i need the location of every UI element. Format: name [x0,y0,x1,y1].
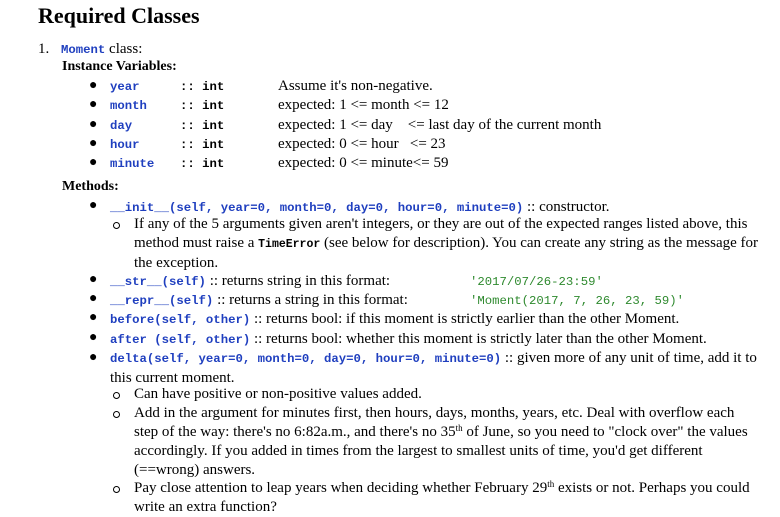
repr-example: 'Moment(2017, 7, 26, 23, 59)' [470,294,685,308]
str-signature: __str__(self) [110,275,206,289]
bullet-icon: ● [89,330,98,345]
str-example: '2017/07/26-23:59' [470,275,603,289]
variable-type: :: int [180,119,225,133]
variable-type: :: int [180,138,225,152]
circle-bullet-icon [113,392,120,399]
after-desc: :: returns bool: whether this moment is strictly later than the other Moment. [250,331,707,347]
variable-desc: expected: 1 <= day <= last day of the current month [278,117,602,133]
init-detail-text: (see below for description). You can create any string as the message for the exception. [134,235,759,271]
init-detail [134,215,759,273]
bullet-icon: ● [89,291,98,306]
variable-name: minute [110,157,155,171]
methods-label: Methods: [62,179,119,194]
bullet-icon: ● [89,198,98,213]
bullet-icon: ● [89,97,98,112]
variable-type: :: int [180,80,225,94]
variable-name: day [110,119,133,133]
bullet-icon: ● [89,272,98,287]
delta-method [110,349,760,388]
delta-detail-text: Pay close attention to leap years when deciding whether February 29 [134,480,548,496]
init-detail-text: If any of the 5 arguments given aren't integers, or they are out of the expected ranges listed above, this method must raise a [134,216,748,251]
before-signature: before(self, other) [110,313,251,327]
repr-signature: __repr__(self) [110,294,214,308]
circle-bullet-icon [113,486,120,493]
variable-type: :: int [180,99,225,113]
variable-desc: Assume it's non-negative. [278,78,433,94]
time-error-code: TimeError [258,238,321,251]
init-signature: __init__(self, year=0, month=0, day=0, hour=0, minute=0) [110,201,524,215]
repr-method [110,291,408,310]
delta-desc: :: given more of any unit of time, add it to this current moment. [110,350,757,386]
before-desc: :: returns bool: if this moment is strictly earlier than the other Moment. [250,311,680,327]
page-title: Required Classes [38,3,200,28]
variable-type: :: int [180,157,225,171]
repr-desc: :: returns a string in this format: [213,292,408,308]
circle-bullet-icon [113,411,120,418]
variable-name: hour [110,138,140,152]
item-number: 1. [38,41,50,57]
circle-bullet-icon [113,222,120,229]
class-suffix: class: [105,41,143,57]
superscript: th [547,479,555,489]
instance-variables-label: Instance Variables: [62,59,177,74]
variable-desc: expected: 0 <= minute<= 59 [278,155,449,171]
variable-desc: expected: 0 <= hour <= 23 [278,136,446,152]
bullet-icon: ● [89,136,98,151]
delta-detail-1: Can have positive or non-positive values added. [134,386,422,402]
before-method [110,310,679,329]
variable-name: year [110,80,140,94]
after-method [110,330,707,349]
superscript: th [455,423,463,433]
bullet-icon: ● [89,155,98,170]
str-method [110,272,390,291]
delta-signature: delta(self, year=0, month=0, day=0, hour=0, minute=0) [110,352,502,366]
bullet-icon: ● [89,78,98,93]
init-desc: :: constructor. [523,199,610,215]
bullet-icon: ● [89,117,98,132]
bullet-icon: ● [89,310,98,325]
delta-detail-text: exists or not. Perhaps you could write an extra function? [134,480,750,515]
delta-detail-2 [134,404,759,480]
variable-desc: expected: 1 <= month <= 12 [278,97,449,113]
class-name: Moment [61,43,106,57]
str-desc: :: returns string in this format: [205,273,391,289]
delta-detail-text: of June, so you need to "clock over" the values accordingly. If you added in times from the largest to smallest units of time, you'd get different (==wrong) answers. [134,424,748,478]
delta-detail-3 [134,479,759,517]
delta-detail-text: Add in the argument for minutes first, then hours, days, months, years, etc. Deal with overflow each step of the way: there's no 6:82a.m., and there's no 35 [134,405,735,440]
variable-name: month [110,99,147,113]
class-heading [38,40,142,59]
bullet-icon: ● [89,350,98,365]
after-signature: after (self, other) [110,333,251,347]
